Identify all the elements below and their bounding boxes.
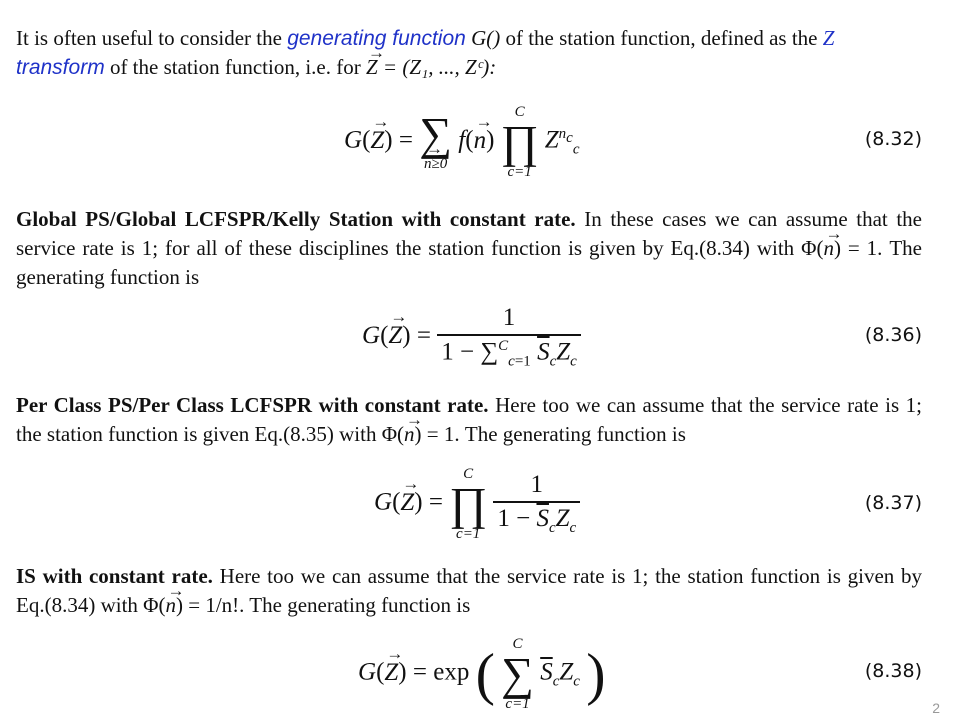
section-heading: Per Class PS/Per Class LCFSPR with constant rate. — [16, 393, 489, 417]
section-tail: = 1/n!. The generating function is — [188, 593, 471, 617]
equation-number: (8.37) — [864, 492, 922, 514]
equation-number: (8.32) — [864, 128, 922, 150]
generating-function-term: generating function — [287, 27, 466, 50]
z-symbol: Z — [822, 26, 835, 50]
global-section — [16, 205, 922, 292]
equation-number: (8.36) — [864, 324, 922, 346]
g-symbol: G() — [471, 26, 501, 50]
equation-8-38-body: G(→ Z) = exp ( C ∑ c=1 $\overline{S}_cZ_c$ ) — [358, 636, 606, 712]
section-heading: IS with constant rate. — [16, 564, 213, 588]
equation-8-37 — [0, 466, 960, 542]
section-heading: Global PS/Global LCFSPR/Kelly Station with constant rate. — [16, 207, 576, 231]
section-tail: = 1. The generating function is — [426, 422, 686, 446]
intro-text-3: of the station function, i.e. for — [109, 55, 361, 79]
equation-8-37-body: G(→ Z) = C ∏ c=1 $\frac{1}{1 - \overline{S}_cZ_c}$ — [374, 466, 580, 542]
section-tail: = 1. The generating function is — [16, 236, 922, 289]
z-vector-definition: = (Z₁, ..., Zᶜ): — [382, 55, 497, 79]
phi-expression: Φ(→ n) — [801, 236, 841, 260]
phi-expression: Φ(→ n) — [143, 593, 183, 617]
transform-term: transform — [16, 56, 105, 79]
z-vector: → Z — [366, 53, 378, 82]
perclass-section — [16, 391, 922, 449]
equation-8-32-body: G(→ Z) = ∑ → n≥0 f(→ n) C ∏ c=1 $Z^{n_c}_c$ — [344, 104, 580, 180]
equation-8-32 — [0, 104, 960, 184]
equation-8-38 — [0, 636, 960, 712]
intro-paragraph — [16, 24, 922, 82]
section-body: In these cases we can assume that the service rate is 1; for all of these disciplines the station function is given by Eq.(8.34) with — [16, 207, 923, 260]
equation-8-36-body: G(→ Z) = $\frac{1}{1 - \sum^C_{c=1} \overline{S}_cZ_c}$ — [362, 304, 581, 370]
equation-number: (8.38) — [864, 660, 922, 682]
page-corner-mark: 2 — [932, 700, 940, 716]
is-section — [16, 562, 922, 620]
intro-text-1: It is often useful to consider the — [16, 26, 282, 50]
intro-text-2: of the station function, defined as the — [505, 26, 818, 50]
phi-expression: Φ(→ n) — [382, 422, 422, 446]
equation-8-36 — [0, 304, 960, 370]
section-body: Here too we can assume that the service rate is 1; the station function is given by Eq.(8.34) with — [16, 564, 923, 617]
section-body: Here too we can assume that the service rate is 1; the station function is given Eq.(8.35) with — [16, 393, 923, 446]
